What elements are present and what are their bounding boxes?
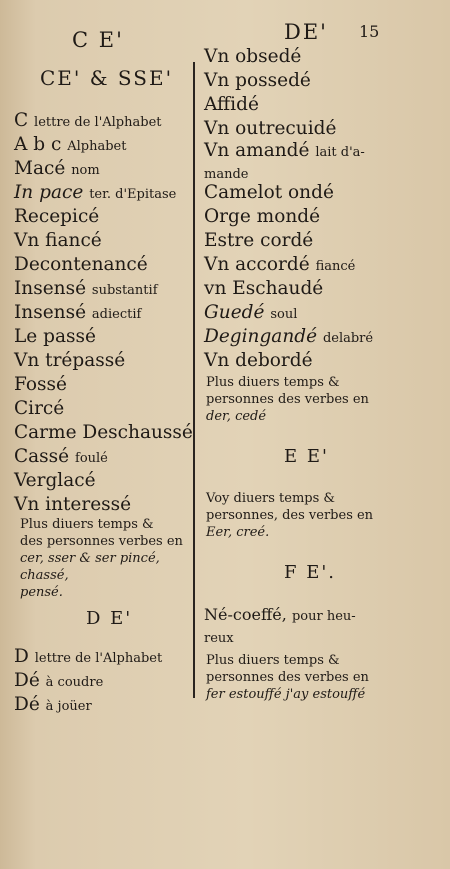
list-item: Estre cordé <box>204 230 314 251</box>
note-paragraph: Plus diuers temps & des personnes verbes en cer, sser & ser pincé, chassé, pensé. <box>20 517 183 600</box>
list-item: Affidé <box>204 94 259 115</box>
list-item: Vn fiancé <box>14 230 102 251</box>
list-item: vn Eschaudé <box>204 278 324 299</box>
list-item: Vn possedé <box>204 70 311 91</box>
list-item: reux <box>204 631 234 646</box>
list-item: Vn interessé <box>14 494 132 515</box>
section-heading-fe: F E'. <box>284 562 337 583</box>
page-number: 15 <box>359 22 380 41</box>
list-item: Orge mondé <box>204 206 321 227</box>
section-heading-de: D E' <box>86 608 133 629</box>
list-item: Macé nom <box>14 158 100 179</box>
list-item: Vn debordé <box>204 350 313 371</box>
list-item: Camelot ondé <box>204 182 334 203</box>
list-item: D lettre de l'Alphabet <box>14 646 163 667</box>
list-item: Dé à joüer <box>14 694 92 715</box>
list-item: C lettre de l'Alphabet <box>14 110 162 131</box>
list-item: Né-coeffé, pour heu- <box>204 605 356 624</box>
list-item: A b c Alphabet <box>14 134 127 155</box>
note-paragraph: Voy diuers temps & personnes, des verbes en Eer, creé. <box>206 491 374 540</box>
section-heading-ee: E E' <box>284 446 329 467</box>
list-item: Cassé foulé <box>14 446 108 467</box>
list-item: In pace ter. d'Epitase <box>14 182 177 203</box>
list-item: Fossé <box>14 374 67 395</box>
list-item: Carme Deschaussé <box>14 422 193 443</box>
note-paragraph: Plus diuers temps & personnes des verbes en fer estouffé j'ay estouffé <box>206 653 369 702</box>
list-item: Le passé <box>14 326 96 347</box>
left-running-head: C E' <box>72 28 124 52</box>
list-item: Dé à coudre <box>14 670 104 691</box>
list-item: Guedé soul <box>204 302 298 323</box>
list-item: Vn outrecuidé <box>204 118 337 139</box>
column-divider <box>193 62 195 698</box>
note-paragraph: Plus diuers temps & personnes des verbes en der, cedé <box>206 375 369 424</box>
section-heading-ce: CE' & SSE' <box>40 66 174 90</box>
list-item: Vn trépassé <box>14 350 126 371</box>
list-item: Vn accordé fiancé <box>204 254 356 275</box>
list-item: Circé <box>14 398 65 419</box>
list-item: Vn obsedé <box>204 46 302 67</box>
right-running-head: DE' <box>284 20 328 44</box>
list-item: Verglacé <box>14 470 96 491</box>
list-item: Insensé adiectif <box>14 302 142 323</box>
list-item: Insensé substantif <box>14 278 158 299</box>
list-item: Recepicé <box>14 206 100 227</box>
list-item: Decontenancé <box>14 254 148 275</box>
list-item: Degingandé delabré <box>204 326 374 347</box>
list-item: Vn amandé lait d'a- <box>204 140 365 161</box>
list-item: mande <box>204 167 249 182</box>
